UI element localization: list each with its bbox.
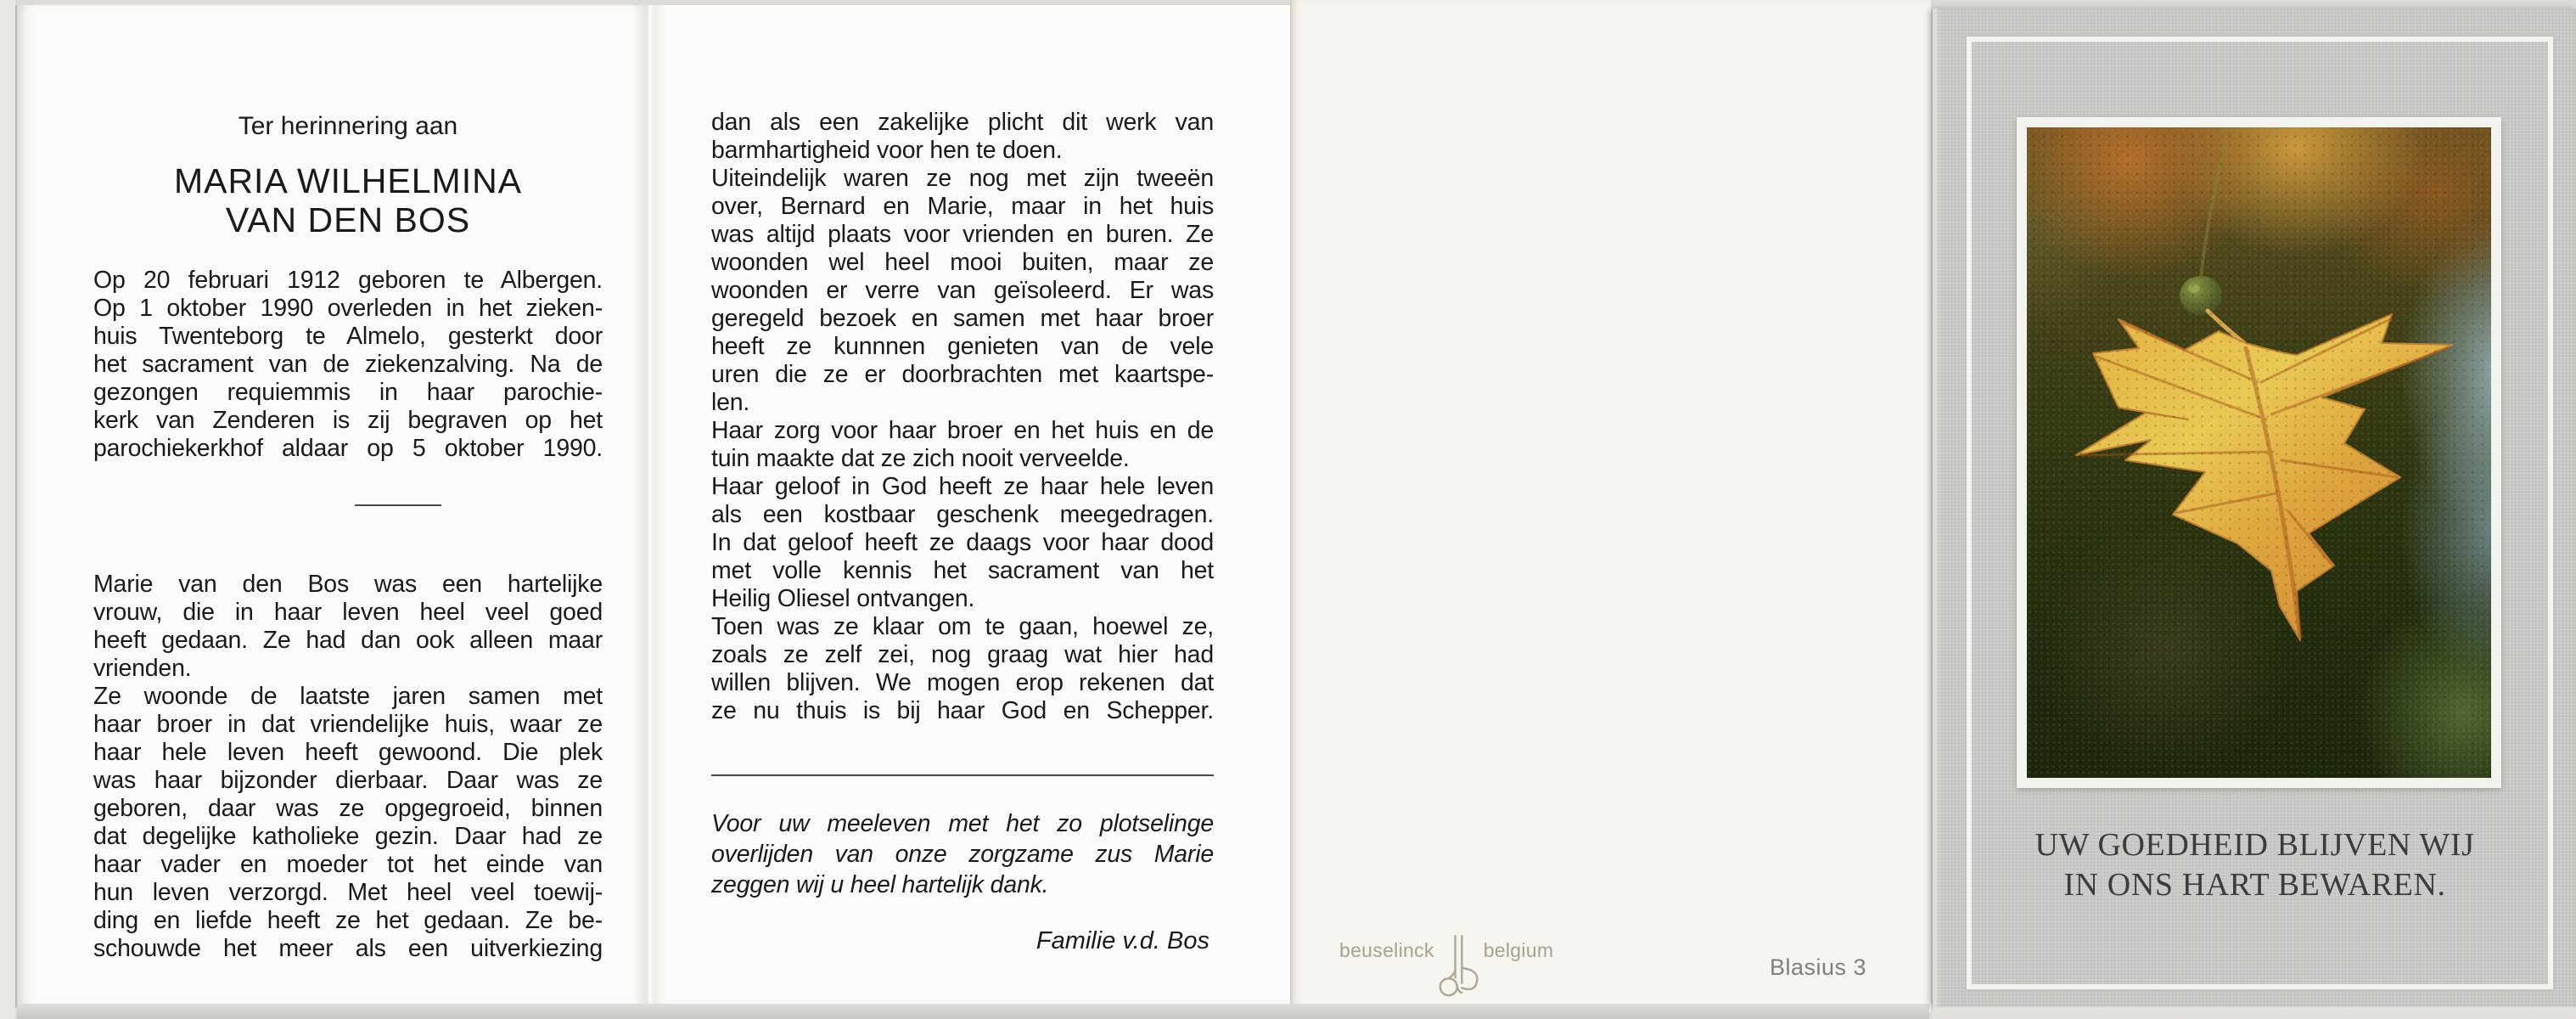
scan-bottom-shadow: [17, 1004, 1929, 1019]
life-dates-paragraph: [93, 267, 603, 463]
cover-photo: [2027, 127, 2491, 778]
cover-bottom-edge: [1933, 1007, 2576, 1019]
text-line: haar vader en moeder tot het einde van: [93, 851, 603, 878]
text-line: geboren, daar was ze opgegroeid, binnen: [93, 795, 603, 822]
deceased-name: [93, 161, 603, 239]
series-label: Blasius 3: [1770, 954, 1867, 980]
page-fold: [632, 5, 666, 1007]
text-line: huis Twenteborg te Almelo, gesterkt door: [93, 323, 603, 350]
text-line: In dat geloof heeft ze daags voor haar dood: [711, 529, 1214, 556]
text-line: dan als een zakelijke plicht dit werk van: [711, 109, 1214, 136]
text-line: geregeld bezoek en samen met haar broer: [711, 305, 1214, 332]
thanks-note: [711, 808, 1214, 900]
text-line: Marie van den Bos was een hartelijke: [93, 571, 603, 598]
text-line: Uiteindelijk waren ze nog met zijn tweeën: [711, 165, 1214, 192]
memorial-paragraph: [93, 571, 603, 963]
backing-page: [1290, 0, 1931, 1012]
text-line: haar broer in dat vriendelijke huis, waar ze: [93, 711, 603, 738]
cover-card: [1933, 8, 2576, 1007]
thanks-divider: [711, 774, 1214, 776]
printer-mark: [1339, 934, 1553, 1002]
text-line: vrouw, die in haar leven heel veel goed: [93, 599, 603, 626]
inner-left-page: [15, 5, 651, 1007]
photo-mat: [2017, 117, 2501, 788]
text-line: hun leven verzorgd. Met heel veel toewij-: [93, 879, 603, 906]
text-line: haar hele leven heeft gewoond. Die plek: [93, 739, 603, 766]
text-line: barmhartigheid voor hen te doen.: [711, 137, 1063, 164]
family-signature: Familie v.d. Bos: [1035, 927, 1209, 954]
text-line: was haar bijzonder dierbaar. Daar was ze: [93, 767, 603, 794]
oak-leaf-illustration: [2027, 127, 2491, 778]
text-line: ze nu thuis is bij haar God en Schepper.: [711, 697, 1214, 724]
text-line: dat degelijke katholieke gezin. Daar had ze: [93, 823, 603, 850]
intro-line: Ter herinnering aan: [238, 112, 458, 140]
text-line: Toen was ze klaar om te gaan, hoewel ze,: [711, 613, 1214, 640]
text-line: tuin maakte dat ze zich nooit verveelde.: [711, 445, 1130, 472]
text-line: Ze woonde de laatste jaren samen met: [93, 683, 603, 710]
text-line: het sacrament van de ziekenzalving. Na de: [93, 351, 603, 378]
text-line: ding en liefde heeft ze het gedaan. Ze be-: [93, 907, 603, 934]
text-line: was altijd plaats voor vrienden en buren. Ze: [711, 221, 1214, 248]
text-line: met volle kennis het sacrament van het: [711, 557, 1214, 584]
text-line: zoals ze zelf zei, nog graag wat hier had: [711, 641, 1214, 668]
text-line: Haar geloof in God heeft ze haar hele leven: [711, 473, 1214, 500]
motto-line-1: UW GOEDHEID BLIJVEN WIJ: [2034, 827, 2475, 863]
printer-word-left: beuselinck: [1339, 939, 1434, 961]
text-line: Op 20 februari 1912 geboren te Albergen.: [93, 267, 603, 294]
text-line: parochiekerkhof aldaar op 5 oktober 1990.: [93, 435, 603, 462]
text-line: Op 1 oktober 1990 overleden in het zieken-: [93, 295, 603, 322]
text-line: heeft gedaan. Ze had dan ook alleen maar: [93, 627, 603, 654]
text-line: over, Bernard en Marie, maar in het huis: [711, 193, 1214, 220]
scan-left-edge: [0, 0, 15, 1019]
name-line-2: VAN DEN BOS: [225, 200, 471, 239]
text-line: heeft ze kunnnen genieten van de vele: [711, 333, 1214, 360]
section-divider: [355, 504, 441, 506]
text-line: zeggen wij u heel hartelijk dank.: [711, 871, 1049, 898]
text-line: kerk van Zenderen is zij begraven op het: [93, 407, 603, 434]
text-line: willen blijven. We mogen erop rekenen dat: [711, 669, 1214, 696]
name-line-1: MARIA WILHELMINA: [173, 161, 523, 200]
text-line: Haar zorg voor haar broer en het huis en de: [711, 417, 1214, 444]
motto-line-2: IN ONS HART BEWAREN.: [2063, 867, 2446, 903]
text-line: len.: [711, 389, 750, 416]
text-line: overlijden van onze zorgzame zus Marie: [711, 841, 1214, 868]
text-line: Voor uw meeleven met het zo plotselinge: [711, 810, 1214, 837]
memorial-paragraph-continued: [711, 109, 1214, 725]
text-line: woonden er verre van geïsoleerd. Er was: [711, 277, 1214, 304]
printer-monogram-icon: [1437, 934, 1481, 1002]
text-line: Heilig Oliesel ontvangen.: [711, 585, 975, 612]
text-line: vrienden.: [93, 655, 192, 682]
printer-word-right: belgium: [1483, 939, 1554, 961]
text-line: schouwde het meer als een uitverkiezing: [93, 935, 603, 962]
text-line: uren die ze er doorbrachten met kaartspe-: [711, 361, 1214, 388]
cover-motto: [1968, 825, 2541, 905]
text-line: woonden wel heel mooi buiten, maar ze: [711, 249, 1214, 276]
text-line: als een kostbaar geschenk meegedragen.: [711, 501, 1214, 528]
text-line: gezongen requiemmis in haar parochie-: [93, 379, 603, 406]
